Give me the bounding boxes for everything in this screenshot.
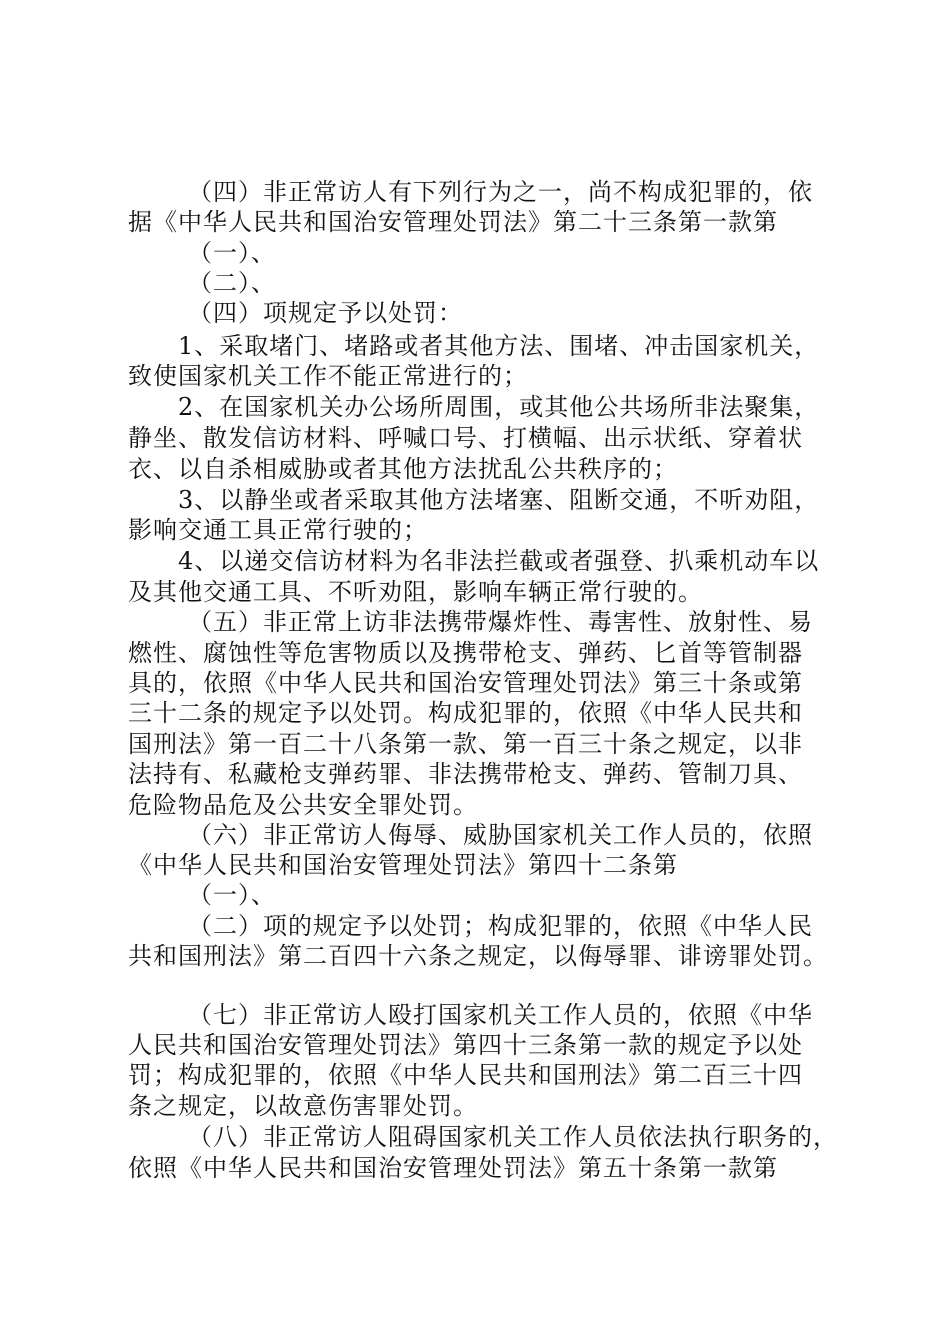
- text-line: （八）非正常访人阻碍国家机关工作人员依法执行职务的，: [188, 1123, 838, 1151]
- text-line: 国刑法》第一百二十八条第一款、第一百三十条之规定，以非: [128, 730, 803, 758]
- text-line: （六）非正常访人侮辱、威胁国家机关工作人员的，依照: [188, 821, 813, 849]
- text-line: 条之规定，以故意伤害罪处罚。: [128, 1092, 478, 1120]
- text-line: 4、以递交信访材料为名非法拦截或者强登、扒乘机动车以: [178, 547, 820, 575]
- text-line: （二）项的规定予以处罚；构成犯罪的，依照《中华人民: [188, 912, 813, 940]
- text-line: 法持有、私藏枪支弹药罪、非法携带枪支、弹药、管制刀具、: [128, 760, 803, 788]
- text-line: （四）非正常访人有下列行为之一，尚不构成犯罪的，依: [188, 178, 813, 206]
- text-line: 3、以静坐或者采取其他方法堵塞、阻断交通，不听劝阻，: [178, 486, 820, 514]
- text-line: （四）项规定予以处罚：: [188, 299, 463, 327]
- text-line: 具的，依照《中华人民共和国治安管理处罚法》第三十条或第: [128, 669, 803, 697]
- text-line: （二）、: [188, 269, 276, 297]
- text-line: （一）、: [188, 881, 276, 909]
- text-line: 影响交通工具正常行驶的；: [128, 516, 428, 544]
- text-line: 致使国家机关工作不能正常进行的；: [128, 362, 528, 390]
- text-line: （五）非正常上访非法携带爆炸性、毒害性、放射性、易: [188, 608, 813, 636]
- text-line: 1、采取堵门、堵路或者其他方法、围堵、冲击国家机关，: [178, 332, 820, 360]
- text-line: 2、在国家机关办公场所周围，或其他公共场所非法聚集，: [178, 393, 820, 421]
- text-line: 及其他交通工具、不听劝阻，影响车辆正常行驶的。: [128, 578, 703, 606]
- text-line: 据《中华人民共和国治安管理处罚法》第二十三条第一款第: [128, 208, 778, 236]
- text-line: 衣、以自杀相威胁或者其他方法扰乱公共秩序的；: [128, 455, 678, 483]
- text-line: 罚；构成犯罪的，依照《中华人民共和国刑法》第二百三十四: [128, 1061, 803, 1089]
- text-line: 人民共和国治安管理处罚法》第四十三条第一款的规定予以处: [128, 1031, 803, 1059]
- text-line: 三十二条的规定予以处罚。构成犯罪的，依照《中华人民共和: [128, 699, 803, 727]
- text-line: 共和国刑法》第二百四十六条之规定，以侮辱罪、诽谤罪处罚。: [128, 942, 828, 970]
- text-line: 依照《中华人民共和国治安管理处罚法》第五十条第一款第: [128, 1154, 778, 1182]
- text-line: 危险物品危及公共安全罪处罚。: [128, 791, 478, 819]
- text-line: 燃性、腐蚀性等危害物质以及携带枪支、弹药、匕首等管制器: [128, 639, 803, 667]
- text-line: （七）非正常访人殴打国家机关工作人员的，依照《中华: [188, 1001, 813, 1029]
- text-line: （一）、: [188, 239, 276, 267]
- text-line: 《中华人民共和国治安管理处罚法》第四十二条第: [128, 851, 678, 879]
- text-line: 静坐、散发信访材料、呼喊口号、打横幅、出示状纸、穿着状: [128, 424, 803, 452]
